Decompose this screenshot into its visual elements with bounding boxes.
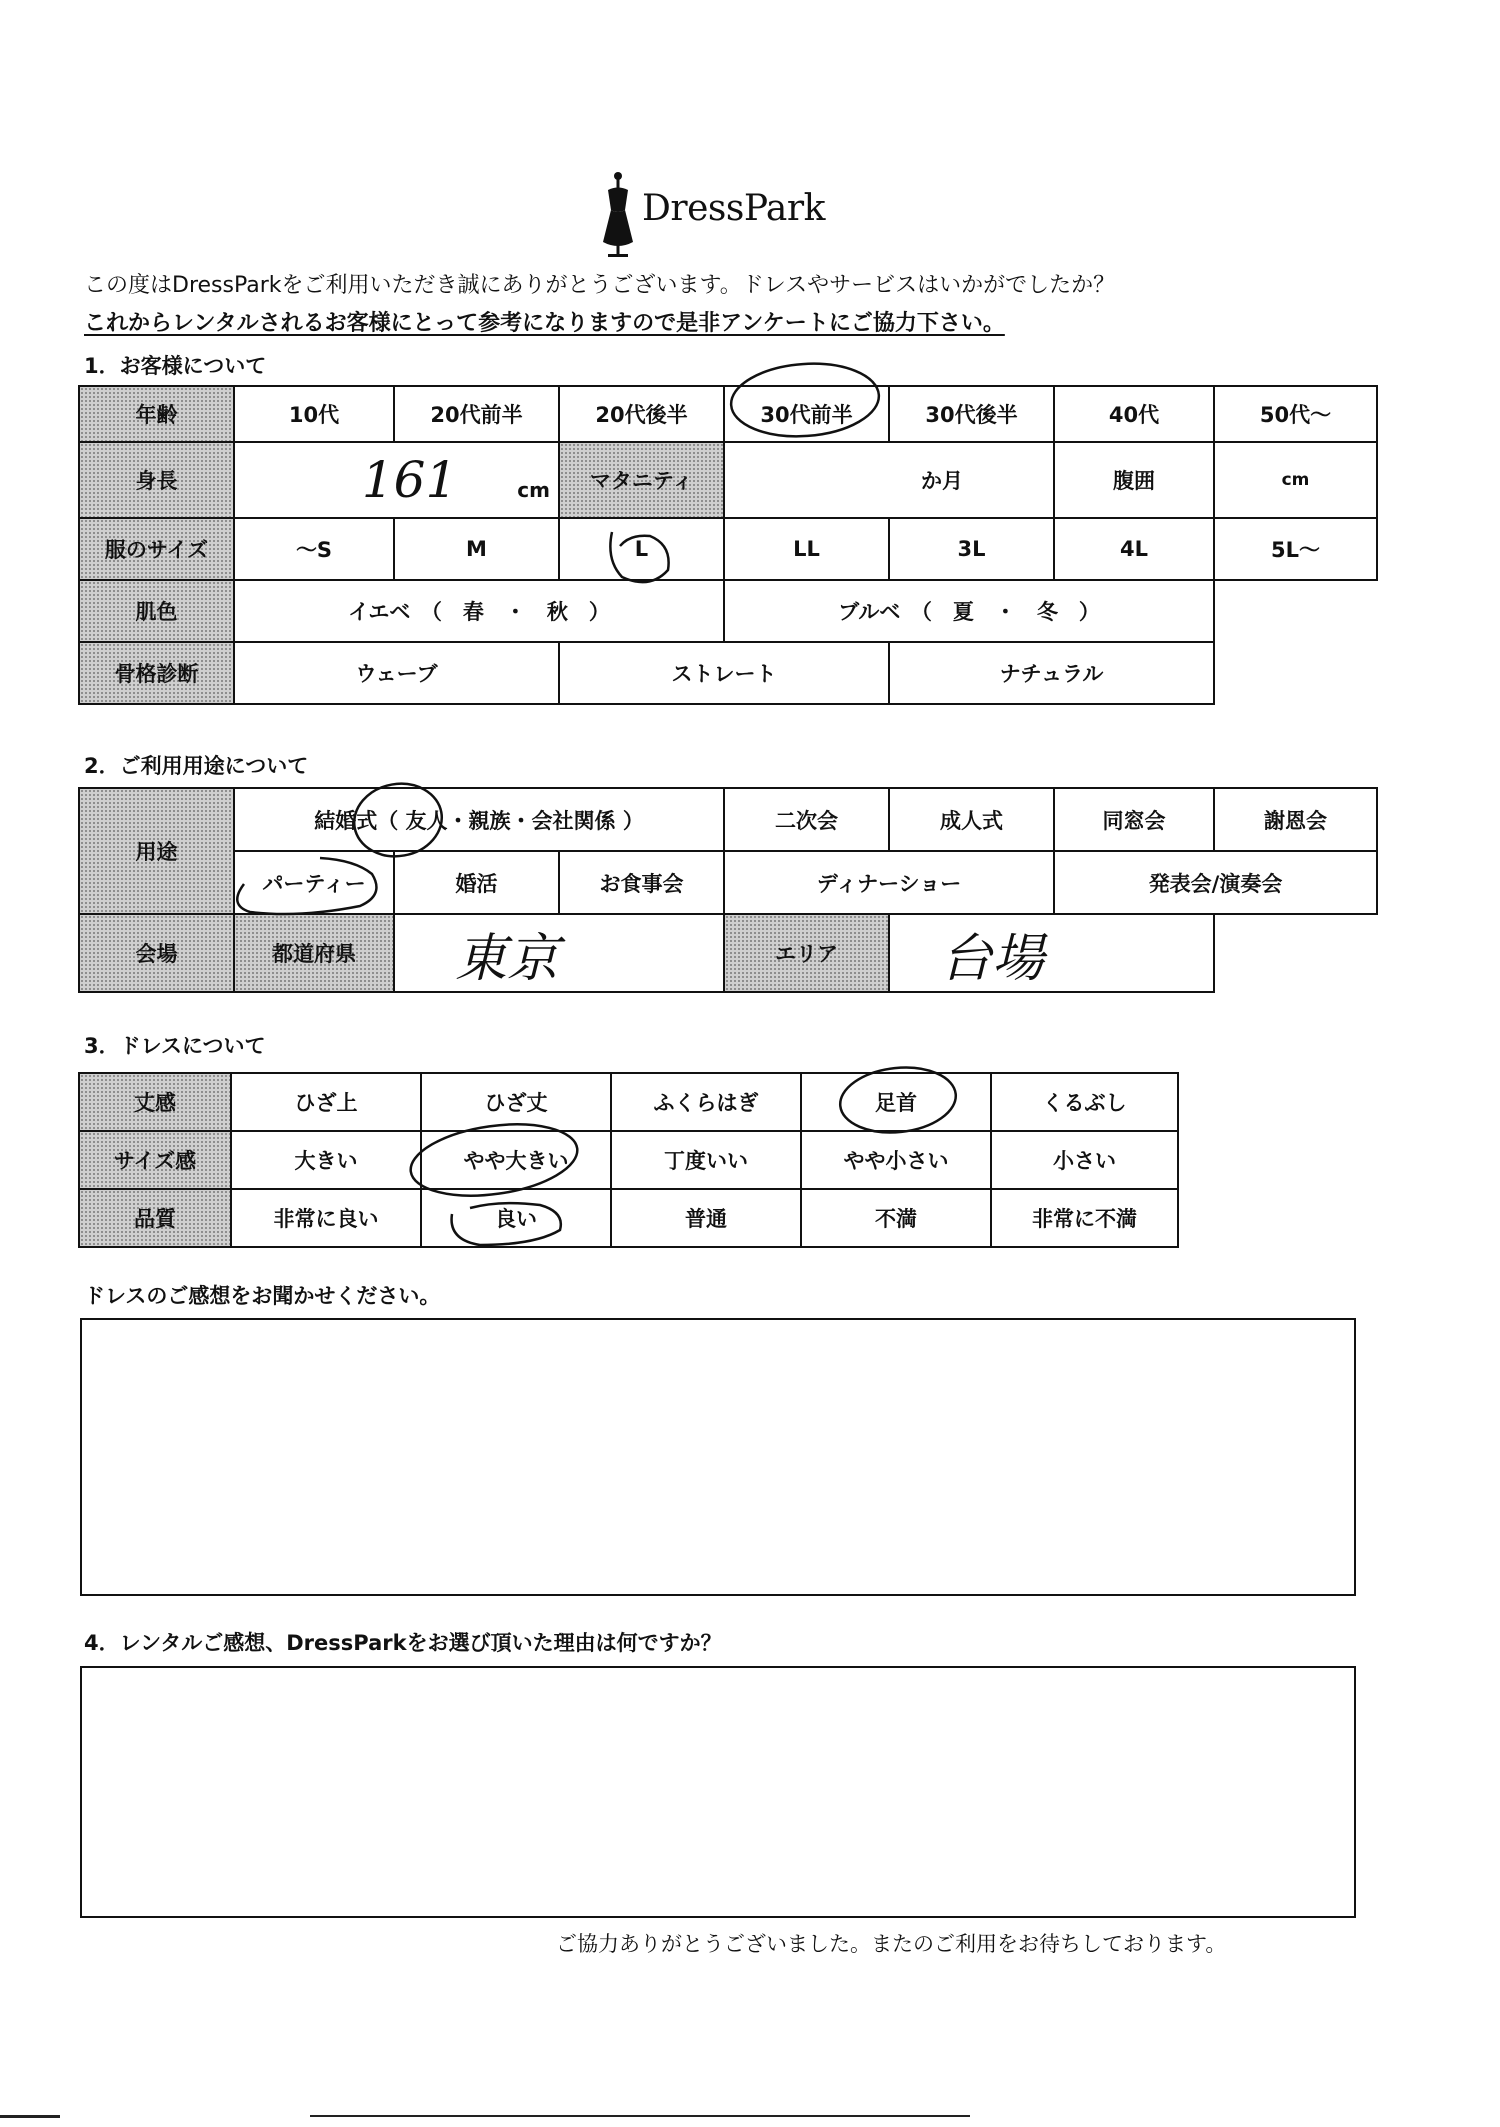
fit-option[interactable]: 大きい bbox=[231, 1131, 421, 1189]
size-option[interactable]: 4L bbox=[1054, 518, 1214, 580]
height-field[interactable] bbox=[234, 442, 559, 518]
venue-label: 会場 bbox=[79, 914, 234, 992]
dress-comment-prompt: ドレスのご感想をお聞かせください。 bbox=[84, 1284, 441, 1308]
skin-row bbox=[79, 580, 1377, 642]
prefecture-label: 都道府県 bbox=[234, 914, 394, 992]
age-row bbox=[79, 386, 1377, 442]
dress-comment-box[interactable] bbox=[80, 1318, 1356, 1596]
size-option[interactable]: M bbox=[394, 518, 559, 580]
size-option[interactable]: ～S bbox=[234, 518, 394, 580]
section-4-title: 4．レンタルご感想、DressParkをお選び頂いた理由は何ですか？ bbox=[84, 1631, 722, 1655]
dresspark-logo bbox=[600, 170, 860, 260]
prefecture-value: 東京 bbox=[455, 928, 560, 989]
size-label: 服のサイズ bbox=[79, 518, 234, 580]
age-option[interactable]: 20代後半 bbox=[559, 386, 724, 442]
waist-label: 腹囲 bbox=[1054, 442, 1214, 518]
fit-option[interactable]: やや小さい bbox=[801, 1131, 991, 1189]
reason-comment-box[interactable] bbox=[80, 1666, 1356, 1918]
quality-label: 品質 bbox=[79, 1189, 231, 1247]
size-option[interactable]: LL bbox=[724, 518, 889, 580]
purpose-option-selected[interactable]: パーティー bbox=[234, 851, 394, 914]
length-label: 丈感 bbox=[79, 1073, 231, 1131]
age-option[interactable]: 50代～ bbox=[1214, 386, 1377, 442]
maternity-label: マタニティ bbox=[559, 442, 724, 518]
age-option[interactable]: 30代後半 bbox=[889, 386, 1054, 442]
purpose-option[interactable]: 成人式 bbox=[889, 788, 1054, 851]
scan-edge-line bbox=[310, 2115, 970, 2117]
frame-option[interactable]: ウェーブ bbox=[234, 642, 559, 704]
size-row bbox=[79, 518, 1377, 580]
yellow-base-option[interactable]: イエベ （ 春 ・ 秋 ） bbox=[234, 580, 724, 642]
purpose-option[interactable]: 同窓会 bbox=[1054, 788, 1214, 851]
logo-text: DressPark bbox=[642, 188, 825, 229]
height-label: 身長 bbox=[79, 442, 234, 518]
fit-option[interactable]: 丁度いい bbox=[611, 1131, 801, 1189]
height-value: 161 bbox=[361, 451, 458, 509]
age-option[interactable]: 10代 bbox=[234, 386, 394, 442]
scan-edge-line bbox=[0, 2115, 60, 2118]
length-option-selected[interactable]: 足首 bbox=[801, 1073, 991, 1131]
customer-info-table bbox=[78, 385, 1378, 705]
age-option[interactable]: 40代 bbox=[1054, 386, 1214, 442]
wedding-option[interactable]: 結婚式（ 友人・親族・会社関係 ） bbox=[234, 788, 724, 851]
area-field[interactable] bbox=[889, 914, 1214, 992]
purpose-option[interactable]: 二次会 bbox=[724, 788, 889, 851]
months-label: か月 bbox=[921, 469, 963, 493]
size-option-selected[interactable]: L bbox=[559, 518, 724, 580]
quality-option[interactable]: 非常に不満 bbox=[991, 1189, 1178, 1247]
quality-option-selected[interactable]: 良い bbox=[421, 1189, 611, 1247]
frame-option[interactable]: ナチュラル bbox=[889, 642, 1214, 704]
prefecture-field[interactable] bbox=[394, 914, 724, 992]
purpose-option[interactable]: お食事会 bbox=[559, 851, 724, 914]
age-label: 年齢 bbox=[79, 386, 234, 442]
intro-line-1: この度はDressParkをご利用いただき誠にありがとうございます。ドレスやサービスはいかがでしたか？ bbox=[84, 273, 1116, 298]
size-option[interactable]: 3L bbox=[889, 518, 1054, 580]
quality-option[interactable]: 非常に良い bbox=[231, 1189, 421, 1247]
purpose-option[interactable]: 発表会/演奏会 bbox=[1054, 851, 1377, 914]
fit-label: サイズ感 bbox=[79, 1131, 231, 1189]
length-option[interactable]: ひざ丈 bbox=[421, 1073, 611, 1131]
length-option[interactable]: ふくらはぎ bbox=[611, 1073, 801, 1131]
purpose-option[interactable]: 謝恩会 bbox=[1214, 788, 1377, 851]
size-option[interactable]: 5L～ bbox=[1214, 518, 1377, 580]
area-label: エリア bbox=[724, 914, 889, 992]
height-row bbox=[79, 442, 1377, 518]
blue-base-option[interactable]: ブルベ （ 夏 ・ 冬 ） bbox=[724, 580, 1214, 642]
section-3-title: 3．ドレスについて bbox=[84, 1034, 266, 1058]
age-option-selected[interactable]: 30代前半 bbox=[724, 386, 889, 442]
maternity-months-field[interactable] bbox=[724, 442, 1054, 518]
quality-option[interactable]: 不満 bbox=[801, 1189, 991, 1247]
section-1-title: 1．お客様について bbox=[84, 354, 267, 378]
length-option[interactable]: ひざ上 bbox=[231, 1073, 421, 1131]
frame-label: 骨格診断 bbox=[79, 642, 234, 704]
dress-form-icon bbox=[600, 170, 636, 260]
frame-row bbox=[79, 642, 1377, 704]
fit-option[interactable]: 小さい bbox=[991, 1131, 1178, 1189]
dress-table bbox=[78, 1072, 1179, 1248]
area-value: 台場 bbox=[940, 928, 1045, 989]
purpose-option[interactable]: 婚活 bbox=[394, 851, 559, 914]
purpose-label: 用途 bbox=[79, 788, 234, 914]
intro-line-2: これからレンタルされるお客様にとって参考になりますので是非アンケートにご協力下さい。 bbox=[84, 311, 1005, 336]
section-2-title: 2．ご利用用途について bbox=[84, 754, 309, 778]
thanks-message: ご協力ありがとうございました。またのご利用をお待ちしております。 bbox=[556, 1932, 1227, 1956]
purpose-option[interactable]: ディナーショー bbox=[724, 851, 1054, 914]
quality-option[interactable]: 普通 bbox=[611, 1189, 801, 1247]
length-option[interactable]: くるぶし bbox=[991, 1073, 1178, 1131]
usage-table bbox=[78, 787, 1378, 993]
skin-label: 肌色 bbox=[79, 580, 234, 642]
height-unit: cm bbox=[517, 478, 550, 502]
fit-option-selected[interactable]: やや大きい bbox=[421, 1131, 611, 1189]
waist-unit[interactable]: cm bbox=[1214, 442, 1377, 518]
age-option[interactable]: 20代前半 bbox=[394, 386, 559, 442]
frame-option[interactable]: ストレート bbox=[559, 642, 889, 704]
